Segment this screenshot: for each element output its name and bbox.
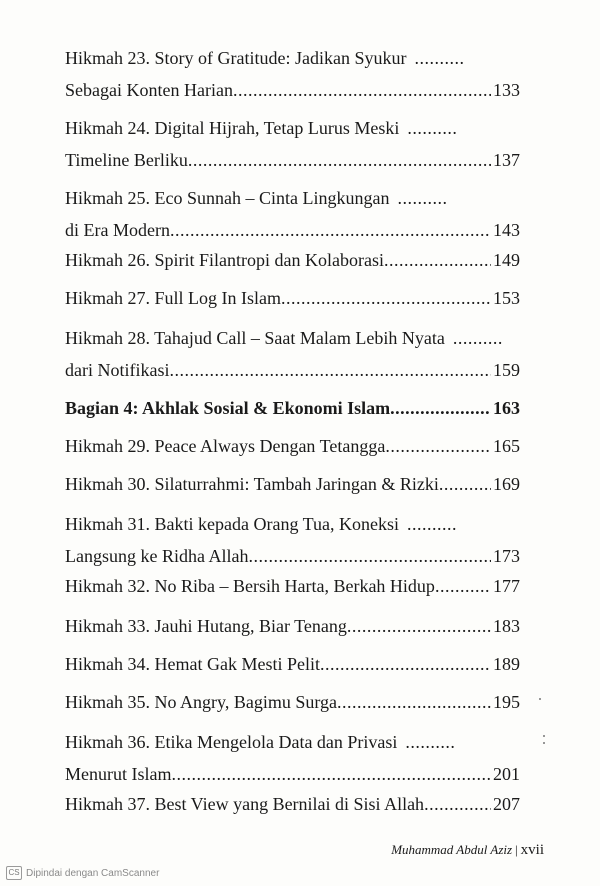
toc-entry-line xyxy=(65,758,520,790)
toc-page-number: 183 xyxy=(493,616,520,636)
toc-page-number: 153 xyxy=(493,288,520,308)
toc-entry-text: Hikmah 26. Spirit Filantropi dan Kolaborasi xyxy=(65,250,384,270)
toc-entry xyxy=(65,610,520,642)
scan-speck xyxy=(543,735,545,737)
toc-entry-line xyxy=(65,430,520,462)
toc-leader-dots xyxy=(414,42,464,74)
toc-page-number: 189 xyxy=(493,654,520,674)
toc-entry-text: Hikmah 36. Etika Mengelola Data dan Privasi xyxy=(65,732,398,752)
toc-leader-dots xyxy=(407,508,457,540)
toc-entry-line xyxy=(65,648,520,680)
toc-entry-line xyxy=(65,726,520,758)
toc-entry-text: Hikmah 32. No Riba – Bersih Harta, Berkah Hidup xyxy=(65,576,435,596)
toc-entry xyxy=(65,282,520,314)
toc-entry-line xyxy=(65,392,520,424)
toc-entry-line xyxy=(65,570,520,602)
toc-entry xyxy=(65,244,520,276)
toc-entry-text: Hikmah 30. Silaturrahmi: Tambah Jaringan & Rizki xyxy=(65,474,439,494)
toc-page-number: 207 xyxy=(493,794,520,814)
toc-entry xyxy=(65,182,520,246)
toc-leader-dots xyxy=(188,144,491,176)
toc-leader-dots xyxy=(424,788,491,820)
toc-entry xyxy=(65,570,520,602)
camscanner-badge xyxy=(6,866,159,880)
toc-entry-line xyxy=(65,214,520,246)
toc-entry xyxy=(65,508,520,572)
toc-entry-text: Timeline Berliku xyxy=(65,150,188,170)
toc-entry-text: Hikmah 33. Jauhi Hutang, Biar Tenang xyxy=(65,616,347,636)
toc-entry xyxy=(65,112,520,176)
toc-entry xyxy=(65,42,520,106)
toc-page-number: 133 xyxy=(493,80,520,100)
toc-entry-line xyxy=(65,282,520,314)
toc-leader-dots xyxy=(439,468,491,500)
toc-entry-text: Hikmah 35. No Angry, Bagimu Surga xyxy=(65,692,337,712)
toc-entry-text: Sebagai Konten Harian xyxy=(65,80,233,100)
toc-entry-text: Hikmah 27. Full Log In Islam xyxy=(65,288,281,308)
toc-leader-dots xyxy=(170,214,491,246)
toc-leader-dots xyxy=(248,540,491,572)
toc-entry-text: Hikmah 29. Peace Always Dengan Tetangga xyxy=(65,436,386,456)
toc-page-number: 149 xyxy=(493,250,520,270)
toc-page-number: 173 xyxy=(493,546,520,566)
toc-entry-text: Hikmah 25. Eco Sunnah – Cinta Lingkungan xyxy=(65,188,390,208)
footer-author: Muhammad Abdul Aziz xyxy=(391,842,513,857)
toc-entry-line xyxy=(65,508,520,540)
toc-entry xyxy=(65,686,520,718)
toc-leader-dots xyxy=(233,74,491,106)
toc-leader-dots xyxy=(397,182,447,214)
toc-entry-text: Langsung ke Ridha Allah xyxy=(65,546,249,566)
toc-entry-line xyxy=(65,112,520,144)
toc-entry xyxy=(65,468,520,500)
toc-entry-text: Hikmah 37. Best View yang Bernilai di Sisi Allah xyxy=(65,794,425,814)
toc-entry xyxy=(65,430,520,462)
toc-entry-line xyxy=(65,788,520,820)
toc-page-number: 177 xyxy=(493,576,520,596)
toc-entry-text: Bagian 4: Akhlak Sosial & Ekonomi Islam xyxy=(65,398,391,418)
toc-page-number: 169 xyxy=(493,474,520,494)
toc-leader-dots xyxy=(347,610,491,642)
toc-leader-dots xyxy=(435,570,491,602)
toc-leader-dots xyxy=(405,726,455,758)
toc-entry-line xyxy=(65,354,520,386)
toc-entry-text: Hikmah 23. Story of Gratitude: Jadikan Syukur xyxy=(65,48,407,68)
toc-entry-line xyxy=(65,610,520,642)
footer-separator: | xyxy=(515,842,518,857)
toc-leader-dots xyxy=(320,648,491,680)
toc-leader-dots xyxy=(171,758,491,790)
toc-leader-dots xyxy=(281,282,491,314)
toc-entry xyxy=(65,726,520,790)
toc-entry-text: Hikmah 24. Digital Hijrah, Tetap Lurus Meski xyxy=(65,118,400,138)
page-footer xyxy=(391,842,544,859)
toc-entry-text: Hikmah 34. Hemat Gak Mesti Pelit xyxy=(65,654,320,674)
toc-page-number: 195 xyxy=(493,692,520,712)
toc-entry-text: Hikmah 31. Bakti kepada Orang Tua, Koneksi xyxy=(65,514,399,534)
toc-page-number: 137 xyxy=(493,150,520,170)
toc-entry-text: Hikmah 28. Tahajud Call – Saat Malam Lebih Nyata xyxy=(65,328,445,348)
camscanner-text: Dipindai dengan CamScanner xyxy=(26,867,160,879)
scan-speck xyxy=(543,742,545,744)
toc-leader-dots xyxy=(384,244,491,276)
toc-entry-line xyxy=(65,322,520,354)
toc-page-number: 143 xyxy=(493,220,520,240)
toc-entry-line xyxy=(65,244,520,276)
toc-leader-dots xyxy=(337,686,491,718)
toc-entry xyxy=(65,788,520,820)
footer-page-number: xvii xyxy=(520,842,544,858)
toc-entry-text: Menurut Islam xyxy=(65,764,172,784)
toc-leader-dots xyxy=(453,322,503,354)
toc-leader-dots xyxy=(390,392,491,424)
toc-entry-line xyxy=(65,42,520,74)
toc-page-number: 201 xyxy=(493,764,520,784)
toc-entry-line xyxy=(65,540,520,572)
camscanner-logo-icon: CS xyxy=(6,866,22,880)
toc-leader-dots xyxy=(169,354,491,386)
toc-entry-text: di Era Modern xyxy=(65,220,170,240)
toc-page-number: 165 xyxy=(493,436,520,456)
toc-entry-line xyxy=(65,74,520,106)
toc-entry xyxy=(65,322,520,386)
toc-entry-text: dari Notifikasi xyxy=(65,360,170,380)
toc-page-number: 163 xyxy=(493,398,520,418)
toc-entry-line xyxy=(65,468,520,500)
toc-entry-line xyxy=(65,182,520,214)
scan-speck xyxy=(539,698,541,700)
toc-leader-dots xyxy=(407,112,457,144)
toc-leader-dots xyxy=(385,430,491,462)
toc-entry xyxy=(65,648,520,680)
toc-entry-line xyxy=(65,144,520,176)
toc-page-number: 159 xyxy=(493,360,520,380)
toc-entry-line xyxy=(65,686,520,718)
toc-section-heading xyxy=(65,392,520,424)
